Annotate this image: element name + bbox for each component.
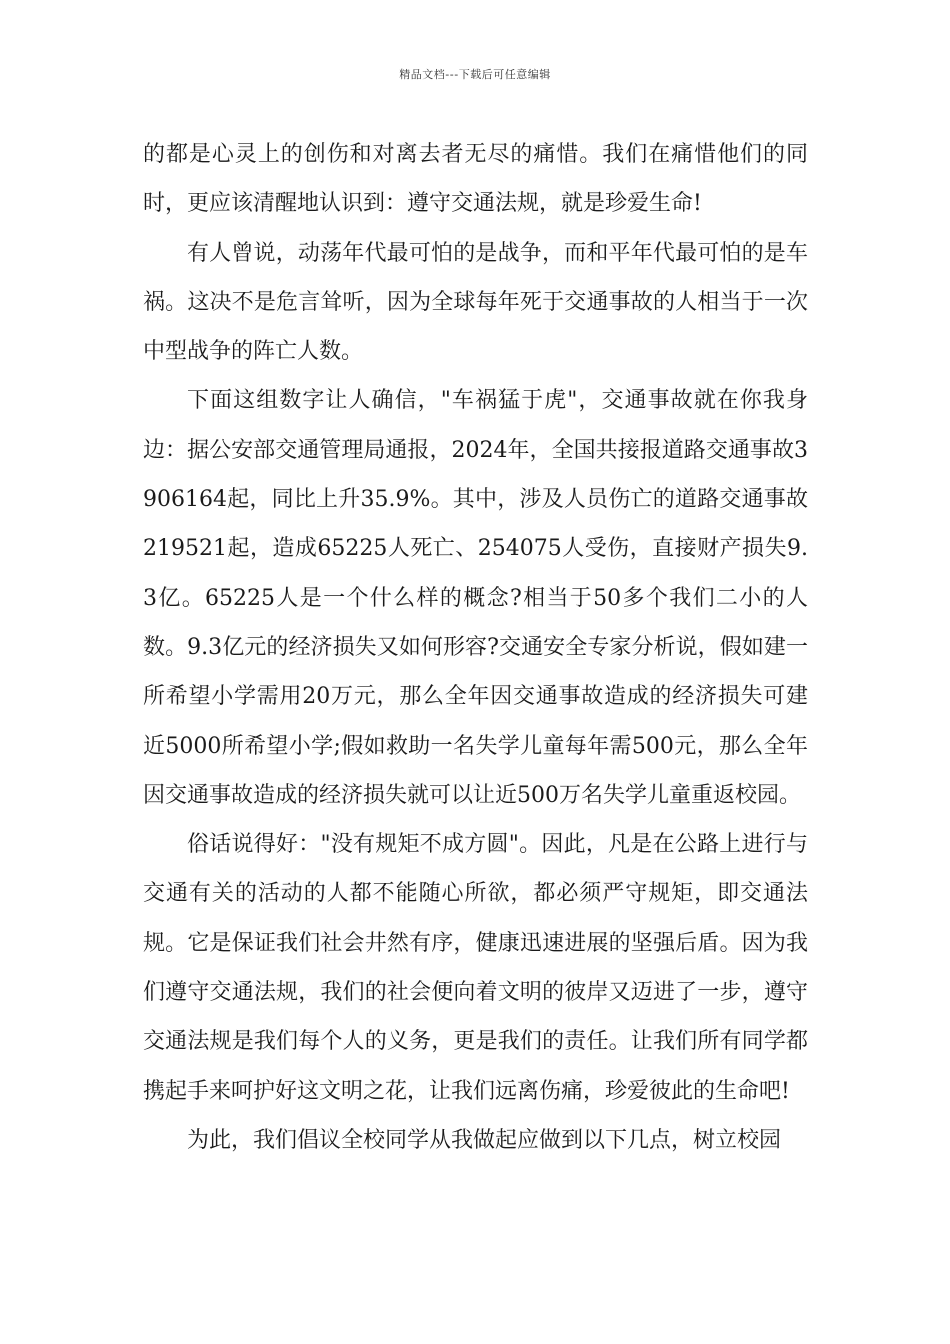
document-body <box>143 130 808 1165</box>
paragraph-war-comparison: 有人曾说，动荡年代最可怕的是战争，而和平年代最可怕的是车祸。这决不是危言耸听，因为全球每年死于交通事故的人相当于一次中型战争的阵亡人数。 <box>143 240 808 365</box>
paragraph-statistics: 下面这组数字让人确信，"车祸猛于虎"，交通事故就在你我身边：据公安部交通管理局通报，2024年，全国共接报道路交通事故3906164起，同比上升35.9%。其中，涉及人员伤亡的道路交通事故219521起，造成65225人死亡、254075人受伤，直接财产损失9.3亿。65225人是一个什么样的概念?相当于50多个我们二小的人数。9.3亿元的经济损失又如何形容?交通安全专家分析说，假如建一所希望小学需用20万元，那么全年因交通事故造成的经济损失可建近5000所希望小学;假如救助一名失学儿童每年需500元，那么全年因交通事故造成的经济损失就可以让近500万名失学儿童重返校园。 <box>143 388 808 808</box>
paragraph-continuation: 的都是心灵上的创伤和对离去者无尽的痛惜。我们在痛惜他们的同时，更应该清醒地认识到：遵守交通法规，就是珍爱生命! <box>143 142 808 217</box>
paragraph-initiative: 为此，我们倡议全校同学从我做起应做到以下几点，树立校园 <box>187 1127 782 1153</box>
paragraph-rules: 俗话说得好："没有规矩不成方圆"。因此，凡是在公路上进行与交通有关的活动的人都不能随心所欲，都必须严守规矩，即交通法规。它是保证我们社会井然有序，健康迅速进展的坚强后盾。因为我们遵守交通法规，我们的社会便向着文明的彼岸又迈进了一步，遵守交通法规是我们每个人的义务，更是我们的责任。让我们所有同学都携起手来呵护好这文明之花，让我们远离伤痛，珍爱彼此的生命吧! <box>143 832 808 1104</box>
page-header: 精品文档---下载后可任意编辑 <box>399 68 551 81</box>
